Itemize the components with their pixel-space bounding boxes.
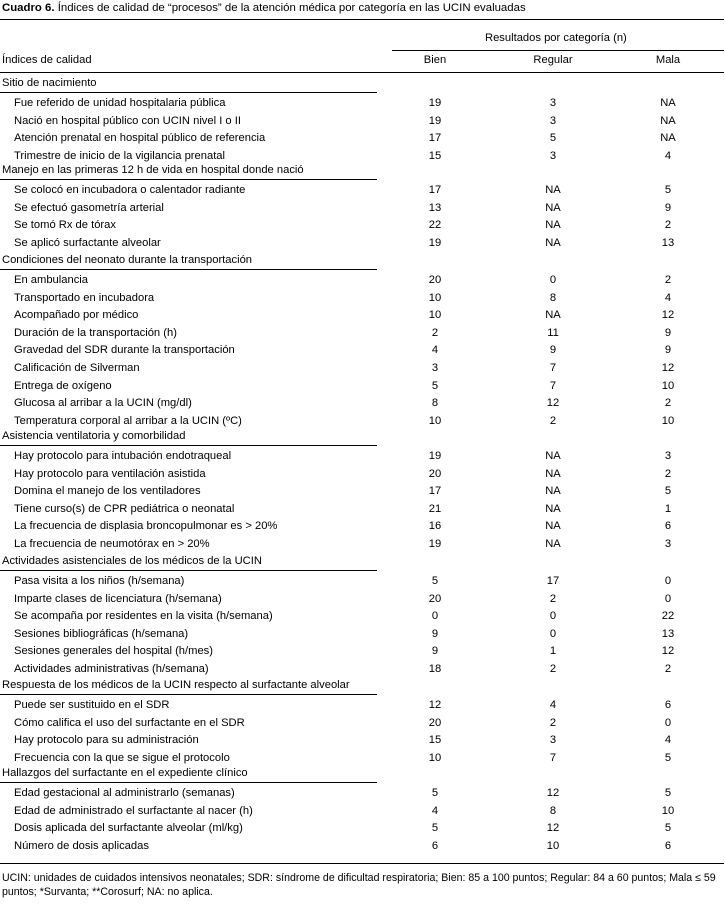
row-label: La frecuencia de neumotórax en > 20% xyxy=(14,538,210,550)
section-underline xyxy=(0,269,377,270)
cell-bien: 17 xyxy=(428,132,442,145)
row-label: Acompañado por médico xyxy=(14,309,139,322)
section-title: Manejo en las primeras 12 h de vida en hospital donde nació xyxy=(2,164,304,176)
row-label: Imparte clases de licenciatura (h/semana) xyxy=(14,592,222,605)
cell-bien: 3 xyxy=(431,362,439,374)
cell-regular: 5 xyxy=(549,132,557,145)
cell-bien: 17 xyxy=(428,485,442,498)
cell-regular: 9 xyxy=(549,344,557,357)
cell-bien: 21 xyxy=(428,502,442,515)
cell-mala: 6 xyxy=(664,699,672,711)
cell-regular: 0 xyxy=(549,627,557,640)
cell-bien: 19 xyxy=(428,538,442,550)
section-underline xyxy=(0,92,377,93)
section-underline xyxy=(0,694,377,695)
cell-bien: 4 xyxy=(431,344,439,357)
cell-regular: 0 xyxy=(549,610,557,623)
table-footnote: UCIN: unidades de cuidados intensivos neonatales; SDR: síndrome de dificultad respiratoria; Bien: 85 a 100 puntos; Regular: 84 a 60 puntos; Mala ≤ 59 puntos; *Survanta; **Corosurf; NA: no aplica. xyxy=(2,872,716,898)
cell-mala: 13 xyxy=(661,236,675,249)
cell-regular: 2 xyxy=(549,592,557,605)
cell-regular: 12 xyxy=(546,397,560,410)
cell-regular: 3 xyxy=(549,114,557,127)
cell-regular: NA xyxy=(545,450,561,462)
cell-bien: 10 xyxy=(428,291,442,304)
cell-regular: 8 xyxy=(549,804,557,817)
cell-bien: 15 xyxy=(428,149,442,162)
cell-bien: 20 xyxy=(428,716,442,729)
cell-regular: 2 xyxy=(549,414,557,427)
column-header-mala: Mala xyxy=(655,54,681,66)
cell-bien: 4 xyxy=(431,804,439,817)
cell-regular: 17 xyxy=(546,575,560,587)
cell-bien: 10 xyxy=(428,414,442,427)
cell-bien: 20 xyxy=(428,592,442,605)
cell-mala: 5 xyxy=(664,485,672,498)
cell-bien: 19 xyxy=(428,97,442,109)
group-underline xyxy=(392,50,724,51)
cell-bien: 5 xyxy=(431,822,439,835)
caption-title: Índices de calidad de “procesos” de la atención médica por categoría en las UCIN evaluadas xyxy=(57,2,526,14)
results-group-header: Resultados por categoría (n) xyxy=(485,32,627,44)
cell-bien: 6 xyxy=(431,839,439,852)
cell-regular: 7 xyxy=(549,362,557,374)
row-label: Dosis aplicada del surfactante alveolar (ml/kg) xyxy=(14,822,243,835)
cell-mala: 0 xyxy=(664,575,672,587)
cell-regular: 12 xyxy=(546,822,560,835)
cell-mala: 2 xyxy=(664,467,672,480)
row-label: Actividades administrativas (h/semana) xyxy=(14,663,209,675)
row-label: Hay protocolo para intubación endotraqueal xyxy=(14,450,232,462)
row-label: Pasa visita a los niños (h/semana) xyxy=(14,575,185,587)
row-label: Se tomó Rx de tórax xyxy=(14,219,116,232)
row-label: Edad gestacional al administrarlo (semanas) xyxy=(14,787,235,799)
row-label: Domina el manejo de los ventiladores xyxy=(14,485,201,498)
cell-regular: 10 xyxy=(546,839,560,852)
section-title: Condiciones del neonato durante la transportación xyxy=(2,254,253,266)
row-label: Fue referido de unidad hospitalaria pública xyxy=(14,97,226,109)
cell-mala: 2 xyxy=(664,663,672,675)
cell-regular: NA xyxy=(545,309,561,322)
row-label: Sesiones generales del hospital (h/mes) xyxy=(14,645,213,658)
section-title: Sitio de nacimiento xyxy=(2,77,97,89)
cell-regular: 8 xyxy=(549,291,557,304)
cell-mala: 6 xyxy=(664,839,672,852)
cell-bien: 8 xyxy=(431,397,439,410)
cell-regular: 7 xyxy=(549,751,557,764)
cell-regular: NA xyxy=(545,467,561,480)
cell-mala: 2 xyxy=(664,397,672,410)
cell-regular: 2 xyxy=(549,716,557,729)
row-label: Hay protocolo para ventilación asistida xyxy=(14,467,206,480)
cell-mala: 6 xyxy=(664,520,672,533)
cell-bien: 12 xyxy=(428,699,442,711)
column-header-bien: Bien xyxy=(423,54,447,66)
cell-regular: 3 xyxy=(549,149,557,162)
section-underline xyxy=(0,445,377,446)
cell-mala: NA xyxy=(660,132,676,145)
cell-mala: 9 xyxy=(664,344,672,357)
cell-mala: 4 xyxy=(664,291,672,304)
cell-bien: 19 xyxy=(428,236,442,249)
cell-bien: 20 xyxy=(428,467,442,480)
cell-mala: 9 xyxy=(664,326,672,339)
cell-regular: 4 xyxy=(549,699,557,711)
cell-mala: 5 xyxy=(664,787,672,799)
row-label: La frecuencia de displasia broncopulmonar es > 20% xyxy=(14,520,278,533)
cell-mala: 10 xyxy=(661,414,675,427)
section-title: Hallazgos del surfactante en el expediente clínico xyxy=(2,767,248,779)
row-label: Calificación de Silverman xyxy=(14,362,140,374)
row-label: Gravedad del SDR durante la transportación xyxy=(14,344,235,357)
cell-regular: 1 xyxy=(549,645,557,658)
cell-bien: 10 xyxy=(428,309,442,322)
cell-mala: 5 xyxy=(664,751,672,764)
cell-bien: 2 xyxy=(431,326,439,339)
column-header-regular: Regular xyxy=(533,54,573,66)
row-label: Edad de administrado el surfactante al nacer (h) xyxy=(14,804,253,817)
cell-regular: NA xyxy=(545,502,561,515)
row-label: Tiene curso(s) de CPR pediátrica o neonatal xyxy=(14,502,235,515)
row-label: Glucosa al arribar a la UCIN (mg/dl) xyxy=(14,397,192,410)
section-title: Asistencia ventilatoria y comorbilidad xyxy=(2,430,186,442)
cell-bien: 17 xyxy=(428,184,442,196)
cell-mala: 12 xyxy=(661,362,675,374)
bottom-rule xyxy=(0,863,724,864)
cell-mala: 5 xyxy=(664,822,672,835)
cell-mala: 9 xyxy=(664,201,672,214)
cell-mala: NA xyxy=(660,114,676,127)
section-underline xyxy=(0,782,377,783)
row-label: Número de dosis aplicadas xyxy=(14,839,149,852)
row-label: Hay protocolo para su administración xyxy=(14,734,199,747)
row-label: Transportado en incubadora xyxy=(14,291,155,304)
cell-regular: NA xyxy=(545,184,561,196)
cell-regular: NA xyxy=(545,538,561,550)
row-label: En ambulancia xyxy=(14,274,89,286)
cell-mala: 4 xyxy=(664,149,672,162)
row-label: Cómo califica el uso del surfactante en el SDR xyxy=(14,716,245,729)
cell-mala: 3 xyxy=(664,538,672,550)
cell-mala: 1 xyxy=(664,502,672,515)
cell-bien: 19 xyxy=(428,450,442,462)
cell-regular: NA xyxy=(545,520,561,533)
row-label: Temperatura corporal al arribar a la UCIN (ºC) xyxy=(14,414,242,427)
cell-regular: NA xyxy=(545,201,561,214)
top-rule xyxy=(0,19,724,20)
cell-bien: 9 xyxy=(431,645,439,658)
cell-mala: 0 xyxy=(664,716,672,729)
row-label: Trimestre de inicio de la vigilancia prenatal xyxy=(14,149,226,162)
cell-mala: 2 xyxy=(664,274,672,286)
row-label: Frecuencia con la que se sigue el protocolo xyxy=(14,751,230,764)
cell-bien: 5 xyxy=(431,379,439,392)
table-caption xyxy=(2,2,526,14)
row-label: Atención prenatal en hospital público de referencia xyxy=(14,132,266,145)
cell-mala: 0 xyxy=(664,592,672,605)
row-label: Se acompaña por residentes en la visita (h/semana) xyxy=(14,610,273,623)
cell-mala: 12 xyxy=(661,645,675,658)
cell-mala: 10 xyxy=(661,379,675,392)
row-label: Se colocó en incubadora o calentador radiante xyxy=(14,184,246,196)
cell-regular: NA xyxy=(545,236,561,249)
cell-mala: 5 xyxy=(664,184,672,196)
row-label: Puede ser sustituido en el SDR xyxy=(14,699,170,711)
cell-regular: 11 xyxy=(547,326,559,339)
row-label: Se aplicó surfactante alveolar xyxy=(14,236,161,249)
section-title: Actividades asistenciales de los médicos de la UCIN xyxy=(2,555,262,567)
row-label: Duración de la transportación (h) xyxy=(14,326,177,339)
cell-bien: 5 xyxy=(431,787,439,799)
cell-mala: 4 xyxy=(664,734,672,747)
cell-bien: 9 xyxy=(431,627,439,640)
cell-mala: 13 xyxy=(661,627,675,640)
cell-mala: 12 xyxy=(661,309,675,322)
cell-regular: 3 xyxy=(549,734,557,747)
cell-regular: 7 xyxy=(549,379,557,392)
cell-mala: 10 xyxy=(661,804,675,817)
row-label: Se efectuó gasometría arterial xyxy=(14,201,164,214)
cell-bien: 10 xyxy=(428,751,442,764)
cell-bien: 5 xyxy=(431,575,439,587)
indices-header: Índices de calidad xyxy=(2,54,92,66)
cell-regular: 12 xyxy=(546,787,560,799)
row-label: Nació en hospital público con UCIN nivel I o II xyxy=(14,114,241,127)
cell-regular: 2 xyxy=(549,663,557,675)
section-underline xyxy=(0,570,377,571)
cell-bien: 22 xyxy=(428,219,442,232)
cell-mala: 3 xyxy=(664,450,672,462)
section-title: Respuesta de los médicos de la UCIN respecto al surfactante alveolar xyxy=(2,679,350,691)
cell-bien: 18 xyxy=(428,663,442,675)
cell-bien: 15 xyxy=(428,734,442,747)
header-bottom-rule xyxy=(0,72,724,73)
cell-bien: 19 xyxy=(428,114,442,127)
cell-bien: 16 xyxy=(428,520,442,533)
cell-regular: 3 xyxy=(549,97,557,109)
cell-mala: NA xyxy=(660,97,676,109)
section-underline xyxy=(0,179,377,180)
cell-bien: 13 xyxy=(428,201,442,214)
cell-bien: 20 xyxy=(428,274,442,286)
row-label: Entrega de oxígeno xyxy=(14,379,112,392)
cell-mala: 22 xyxy=(661,610,675,623)
cell-mala: 2 xyxy=(664,219,672,232)
cell-regular: NA xyxy=(545,485,561,498)
caption-number: Cuadro 6. xyxy=(2,2,55,14)
cell-bien: 0 xyxy=(431,610,439,623)
cell-regular: NA xyxy=(545,219,561,232)
row-label: Sesiones bibliográficas (h/semana) xyxy=(14,627,189,640)
cell-regular: 0 xyxy=(549,274,557,286)
